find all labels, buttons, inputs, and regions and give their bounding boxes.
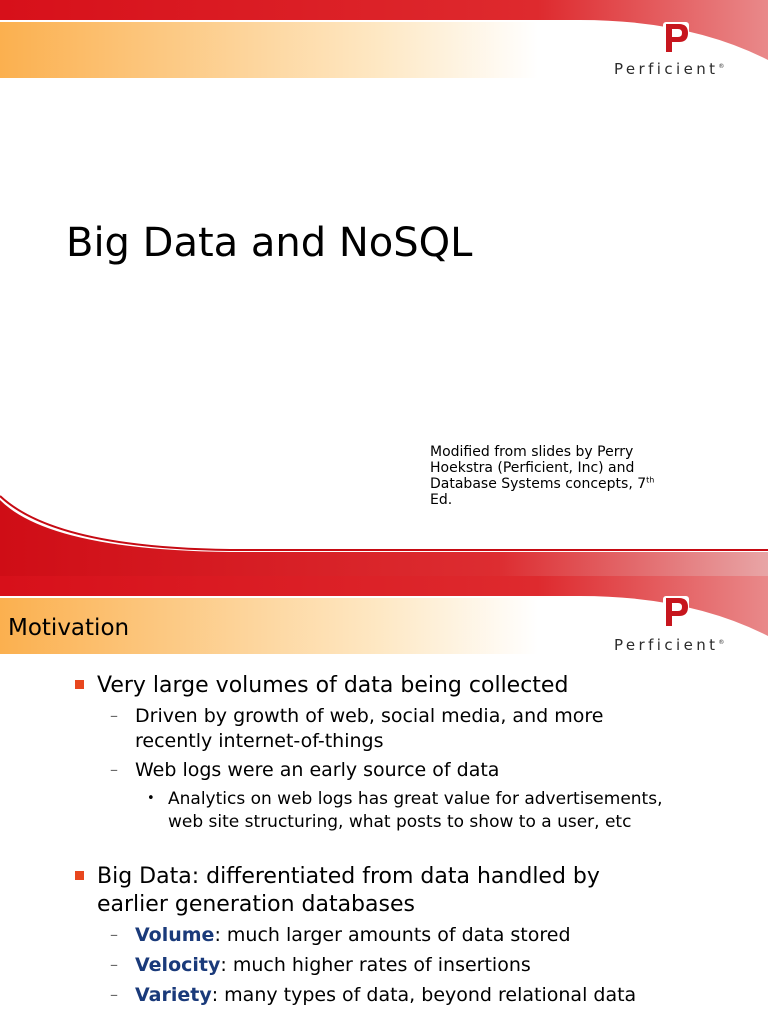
- perficient-logo-icon: [660, 20, 698, 58]
- keyword-variety: Variety: [135, 984, 212, 1006]
- dash-bullet-icon: –: [110, 985, 118, 1004]
- perficient-logo-wordmark: [614, 60, 724, 78]
- list-item: [110, 704, 670, 754]
- list-item: [147, 788, 677, 834]
- list-item: [110, 923, 710, 948]
- logo-name: Perficient: [614, 636, 719, 654]
- credit-superscript: th: [646, 475, 655, 485]
- list-item: [75, 863, 675, 919]
- square-bullet-icon: [75, 871, 84, 880]
- dot-bullet-icon: •: [147, 791, 155, 806]
- keyword-volume: Volume: [135, 924, 215, 946]
- slide-title: Motivation: [8, 615, 130, 641]
- dash-bullet-icon: –: [110, 925, 118, 944]
- sub-bullet-text: : much higher rates of insertions: [220, 954, 531, 976]
- sub-bullet-text: : much larger amounts of data stored: [214, 924, 571, 946]
- dash-bullet-icon: –: [110, 706, 118, 725]
- perficient-logo-icon: [660, 594, 698, 632]
- bullet-text: Very large volumes of data being collected: [97, 673, 569, 698]
- list-item: [110, 758, 670, 783]
- logo-name: Perficient: [614, 60, 719, 78]
- bullet-text: Big Data: differentiated from data handled by earlier generation databases: [97, 864, 600, 917]
- list-item: [110, 953, 710, 978]
- dash-bullet-icon: –: [110, 955, 118, 974]
- keyword-velocity: Velocity: [135, 954, 221, 976]
- list-item: [110, 983, 670, 1008]
- logo-registered-mark: ®: [718, 639, 725, 646]
- square-bullet-icon: [75, 680, 84, 689]
- sub-bullet-text: : many types of data, beyond relational data: [211, 984, 637, 1006]
- dash-bullet-icon: –: [110, 760, 118, 779]
- list-item: [75, 672, 715, 700]
- logo-registered-mark: ®: [718, 63, 725, 70]
- sub-bullet-text: Driven by growth of web, social media, and more recently internet-of-things: [135, 705, 604, 752]
- slide-title: Big Data and NoSQL: [66, 220, 473, 266]
- perficient-logo-wordmark: [614, 636, 724, 654]
- sub-bullet-text: Web logs were an early source of data: [135, 759, 500, 781]
- motivation-slide: [0, 576, 768, 1024]
- sub-sub-bullet-text: Analytics on web logs has great value for advertisements, web site structuring, what posts to show to a user, etc: [168, 789, 663, 832]
- credit-note: [430, 444, 680, 508]
- credit-text: Modified from slides by Perry Hoekstra (Perficient, Inc) and Database Systems concepts, 7: [430, 444, 647, 492]
- credit-text-end: Ed.: [430, 492, 453, 508]
